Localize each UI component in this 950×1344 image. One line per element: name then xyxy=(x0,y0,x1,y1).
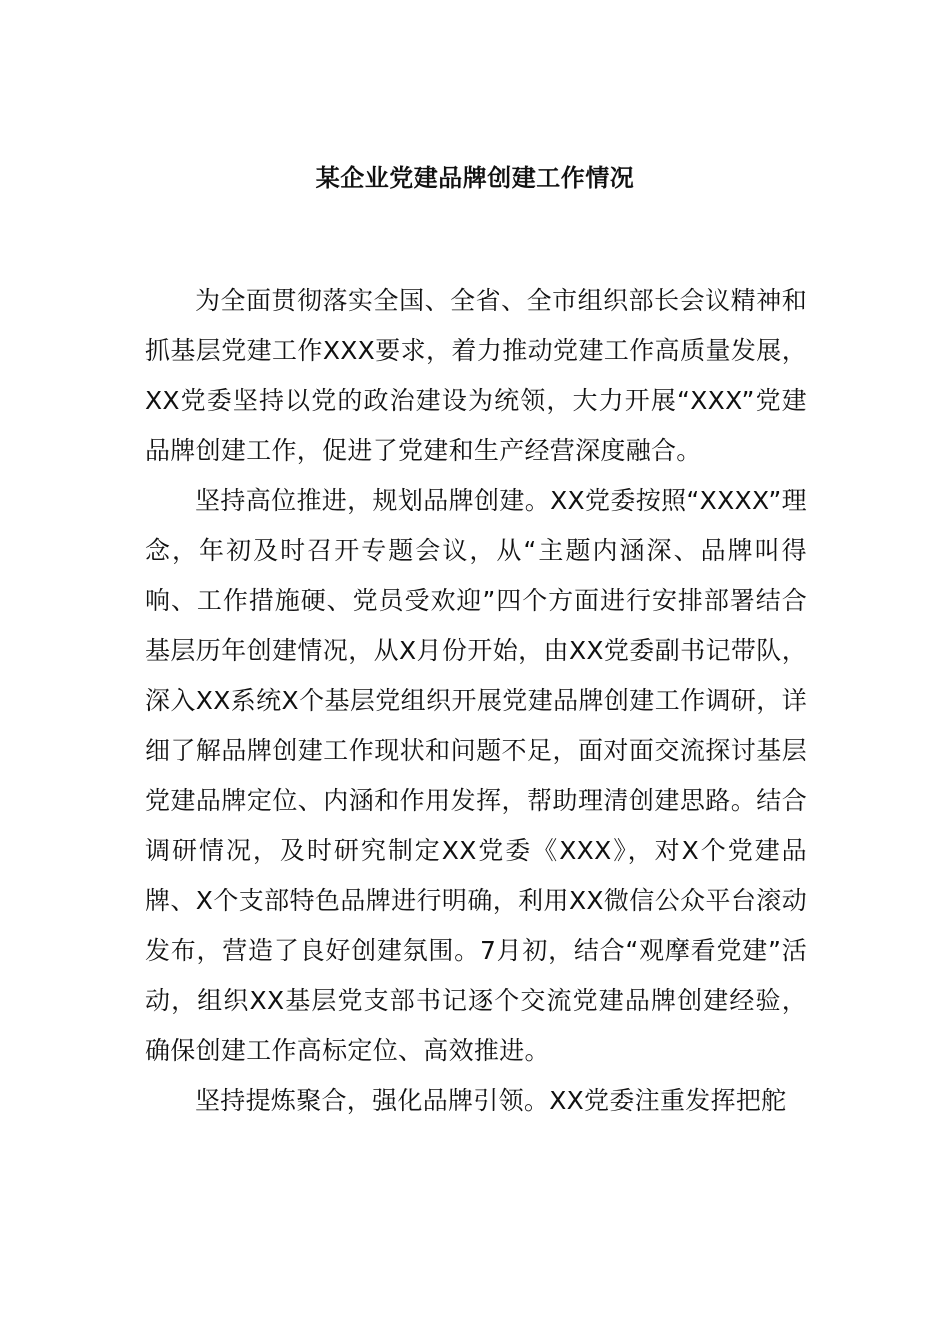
paragraph-refine-aggregate: 坚持提炼聚合，强化品牌引领。XX党委注重发挥把舵 xyxy=(195,1086,787,1115)
document-body xyxy=(145,276,807,1126)
paragraph-intro: 为全面贯彻落实全国、全省、全市组织部长会议精神和抓基层党建工作XXX要求，着力推动党建工作高质量发展，XX党委坚持以党的政治建设为统领，大力开展“XXX”党建品牌创建工作，促进了党建和生产经营深度融合。 xyxy=(145,286,807,465)
paragraph-high-level-promotion: 坚持高位推进，规划品牌创建。XX党委按照“XXXX”理念，年初及时召开专题会议，从“主题内涵深、品牌叫得响、工作措施硬、党员受欢迎”四个方面进行安排部署结合基层历年创建情况，从X月份开始，由XX党委副书记带队，深入XX系统X个基层党组织开展党建品牌创建工作调研，详细了解品牌创建工作现状和问题不足，面对面交流探讨基层党建品牌定位、内涵和作用发挥，帮助理清创建思路。结合调研情况，及时研究制定XX党委《XXX》，对X个党建品牌、X个支部特色品牌进行明确，利用XX微信公众平台滚动发布，营造了良好创建氛围。7月初，结合“观摩看党建”活动，组织XX基层党支部书记逐个交流党建品牌创建经验，确保创建工作高标定位、高效推进。 xyxy=(145,486,807,1065)
document-title: 某企业党建品牌创建工作情况 xyxy=(315,164,635,192)
